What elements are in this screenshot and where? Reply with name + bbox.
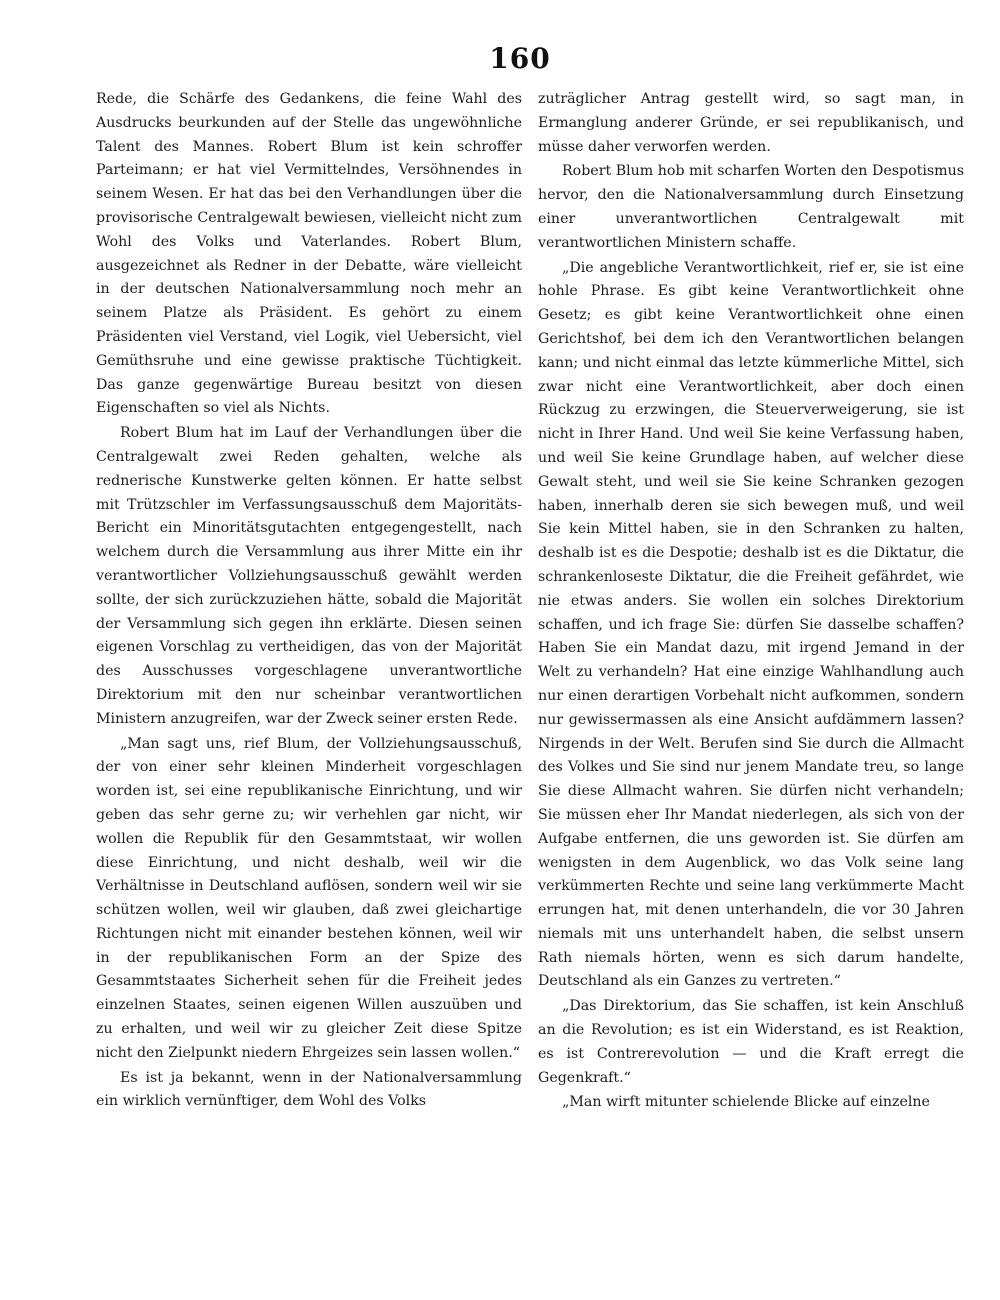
paragraph: „Man sagt uns, rief Blum, der Vollziehungsausschuß, der von einer sehr kleinen Minderheit vorgeschlagen worden ist, sei eine republikanische Einrichtung, und wir geben das sehr gerne zu; wir verhehlen gar nicht, wir wollen die Republik für den Gesammtstaat, wir wollen diese Einrichtung, und nicht deshalb, weil wir die Verhältnisse in Deutschland auflösen, sondern weil wir sie schützen wollen, weil wir glauben, daß zwei gleichartige Richtungen nicht mit einander bestehen können, weil wir in der republikanischen Form an der Spize des Gesammtstaates Sicherheit sehen für die Freiheit jedes einzelnen Staates, seinen eigenen Willen auszuüben und zu erhalten, und weil wir zu gleicher Zeit diese Spitze nicht den Zielpunkt niedern Ehrgeizes sein lassen wollen.“ bbox=[96, 735, 522, 1061]
paragraph: Es ist ja bekannt, wenn in der Nationalversammlung ein wirklich vernünftiger, dem Wohl des Volks bbox=[96, 1069, 522, 1110]
right-column bbox=[538, 88, 964, 1115]
paragraph: „Das Direktorium, das Sie schaffen, ist kein Anschluß an die Revolution; es ist ein Widerstand, es ist Reaktion, es ist Contrerevolution — und die Kraft erregt die Gegenkraft.“ bbox=[538, 998, 964, 1086]
paragraph: Robert Blum hat im Lauf der Verhandlungen über die Centralgewalt zwei Reden gehalten, welche als rednerische Kunstwerke gelten können. Er hatte selbst mit Trützschler im Verfassungsausschuß dem Majoritäts-Bericht ein Minoritätsgutachten entgegengestellt, nach welchem durch die Versammlung aus ihrer Mitte ein ihr verantwortlicher Vollziehungsausschuß gewählt werden sollte, der sich zurückzuziehen hätte, sobald die Majorität der Versammlung sich gegen ihn erklärte. Diesen seinen eigenen Vorschlag zu vertheidigen, das von der Majorität des Ausschusses vorgeschlagene unverantwortliche Direktorium mit den nur scheinbar verantwortlichen Ministern anzugreifen, war der Zweck seiner ersten Rede. bbox=[96, 425, 522, 727]
paragraph: „Man wirft mitunter schielende Blicke auf einzelne bbox=[562, 1094, 930, 1111]
paragraph: „Die angebliche Verantwortlichkeit, rief er, sie ist eine hohle Phrase. Es gibt keine Verantwortlichkeit ohne Gesetz; es gibt keine Verantwortlichkeit ohne einen Gerichtshof, bei dem ich den Verantwortlichen belangen kann; und nicht einmal das letzte kümmerliche Mittel, sich zwar nicht eine Verantwortlichkeit, aber doch einen Rückzug zu erzwingen, die Steuerverweigerung, sie ist nicht in Ihrer Hand. Und weil Sie keine Verfassung haben, und weil Sie keine Grundlage haben, auf welcher diese Gewalt steht, und weil sie Sie keine Schranken gezogen haben, innerhalb deren sie sich bewegen muß, und weil Sie kein Mittel haben, sie in den Schranken zu halten, deshalb ist es die Despotie; deshalb ist es die Diktatur, die schrankenloseste Diktatur, die die Freiheit gefährdet, wie nie etwas anders. Sie wollen ein solches Direktorium schaffen, und ich frage Sie: dürfen Sie dasselbe schaffen? Haben Sie ein Mandat dazu, mit irgend Jemand in der Welt zu verhandeln? Hat eine einzige Wahlhandlung auch nur einen derartigen Vorbehalt nicht aufkommen, sondern nur gewissermassen als eine Ansicht aufdämmern lassen? Nirgends in der Welt. Berufen sind Sie durch die Allmacht des Volkes und Sie sind nur jenem Mandate treu, so lange Sie diese Allmacht wahren. Sie dürfen nicht verhandeln; Sie müssen eher Ihr Mandat niederlegen, als sich von der Aufgabe entfernen, die uns geworden ist. Sie dürfen am wenigsten in dem Augenblick, wo das Volk seine lang verkümmerten Rechte und seine lang verkümmerte Macht errungen hat, mit denen unterhandeln, die vor 30 Jahren niemals mit uns unterhandelt haben, die selbst unsern Rath niemals hörten, wenn es sich darum handelte, Deutschland als ein Ganzes zu vertreten.“ bbox=[538, 259, 964, 990]
page-number: 160 bbox=[489, 42, 551, 75]
paragraph: zuträglicher Antrag gestellt wird, so sagt man, in Ermanglung anderer Gründe, er sei republikanisch, und müsse daher verworfen werden. bbox=[538, 91, 964, 155]
left-column bbox=[96, 88, 522, 1114]
paragraph: Rede, die Schärfe des Gedankens, die feine Wahl des Ausdrucks beurkunden auf der Stelle das ungewöhnliche Talent des Mannes. Robert Blum ist kein schroffer Parteimann; er hat viel Vermittelndes, Versöhnendes in seinem Wesen. Er hat das bei den Verhandlungen über die provisorische Centralgewalt bewiesen, vielleicht nicht zum Wohl des Volks und Vaterlandes. Robert Blum, ausgezeichnet als Redner in der Debatte, wäre vielleicht in der deutschen Nationalversammlung noch mehr an seinem Platze als Präsident. Es gehört zu einem Präsidenten viel Verstand, viel Logik, viel Uebersicht, viel Gemüthsruhe und eine gewisse praktische Tüchtigkeit. Das ganze gegenwärtige Bureau besitzt von diesen Eigenschaften so viel als Nichts. bbox=[96, 91, 522, 417]
paragraph: Robert Blum hob mit scharfen Worten den Despotismus hervor, den die Nationalversammlung durch Einsetzung einer unverantwortlichen Centralgewalt mit verantwortlichen Ministern schaffe. bbox=[538, 163, 965, 251]
